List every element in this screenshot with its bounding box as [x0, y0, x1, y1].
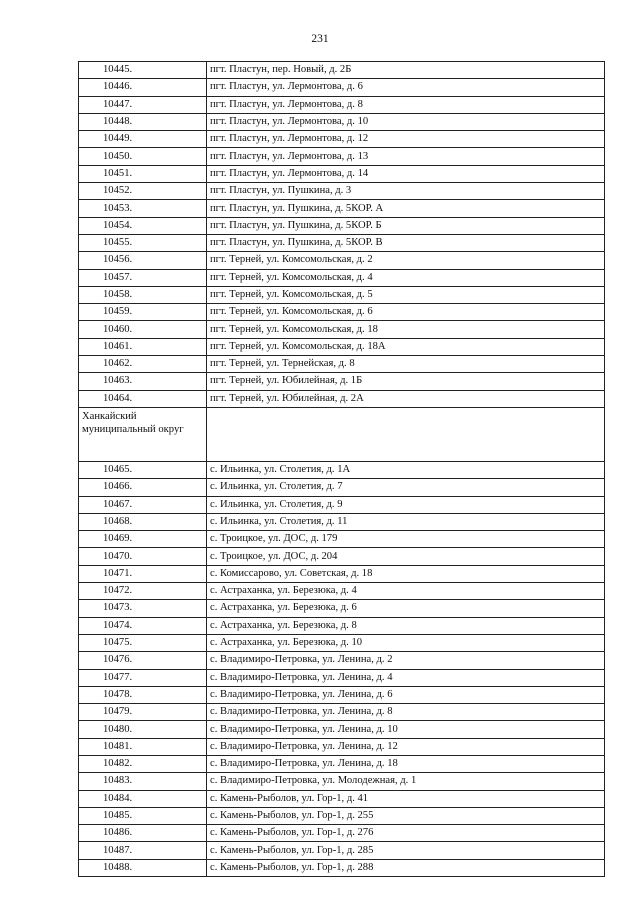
table-row: [79, 807, 605, 824]
row-address: пгт. Терней, ул. Комсомольская, д. 4: [207, 269, 605, 286]
row-number: 10456.: [79, 252, 207, 269]
row-address: пгт. Пластун, ул. Лермонтова, д. 6: [207, 79, 605, 96]
row-number: 10483.: [79, 773, 207, 790]
table-row: [79, 669, 605, 686]
row-number: 10463.: [79, 373, 207, 390]
row-address: с. Троицкое, ул. ДОС, д. 204: [207, 548, 605, 565]
table-row: [79, 79, 605, 96]
table-row: [79, 373, 605, 390]
row-number: 10470.: [79, 548, 207, 565]
row-address: с. Ильинка, ул. Столетия, д. 11: [207, 513, 605, 530]
section-empty-cell: [207, 407, 605, 461]
row-address: с. Астраханка, ул. Березюка, д. 8: [207, 617, 605, 634]
table-row: [79, 738, 605, 755]
row-address: пгт. Терней, ул. Тернейская, д. 8: [207, 356, 605, 373]
table-row: [79, 513, 605, 530]
row-address: с. Камень-Рыболов, ул. Гор-1, д. 276: [207, 825, 605, 842]
row-number: 10469.: [79, 531, 207, 548]
section-row: [79, 407, 605, 461]
row-number: 10471.: [79, 565, 207, 582]
row-address: с. Владимиро-Петровка, ул. Ленина, д. 2: [207, 652, 605, 669]
table-row: [79, 338, 605, 355]
row-address: с. Астраханка, ул. Березюка, д. 10: [207, 634, 605, 651]
table-row: [79, 148, 605, 165]
row-address: пгт. Пластун, ул. Лермонтова, д. 12: [207, 131, 605, 148]
row-address: пгт. Терней, ул. Комсомольская, д. 18А: [207, 338, 605, 355]
row-number: 10478.: [79, 686, 207, 703]
table-row: [79, 842, 605, 859]
row-address: с. Владимиро-Петровка, ул. Ленина, д. 12: [207, 738, 605, 755]
row-number: 10477.: [79, 669, 207, 686]
row-address: с. Камень-Рыболов, ул. Гор-1, д. 288: [207, 859, 605, 876]
address-table: [78, 61, 605, 877]
row-address: с. Владимиро-Петровка, ул. Ленина, д. 6: [207, 686, 605, 703]
table-row: [79, 461, 605, 478]
address-table-body: [79, 62, 605, 877]
row-number: 10452.: [79, 183, 207, 200]
row-number: 10480.: [79, 721, 207, 738]
row-address: пгт. Терней, ул. Юбилейная, д. 2А: [207, 390, 605, 407]
table-row: [79, 617, 605, 634]
row-address: пгт. Пластун, ул. Лермонтова, д. 14: [207, 165, 605, 182]
row-number: 10487.: [79, 842, 207, 859]
table-row: [79, 390, 605, 407]
row-number: 10454.: [79, 217, 207, 234]
row-address: пгт. Пластун, ул. Пушкина, д. 5КОР. А: [207, 200, 605, 217]
row-address: с. Владимиро-Петровка, ул. Ленина, д. 8: [207, 704, 605, 721]
table-row: [79, 790, 605, 807]
table-row: [79, 496, 605, 513]
row-number: 10449.: [79, 131, 207, 148]
table-row: [79, 565, 605, 582]
row-address: пгт. Терней, ул. Комсомольская, д. 5: [207, 286, 605, 303]
row-number: 10486.: [79, 825, 207, 842]
row-address: пгт. Пластун, ул. Лермонтова, д. 13: [207, 148, 605, 165]
row-number: 10485.: [79, 807, 207, 824]
table-row: [79, 183, 605, 200]
row-address: с. Владимиро-Петровка, ул. Ленина, д. 18: [207, 755, 605, 772]
row-number: 10448.: [79, 113, 207, 130]
table-row: [79, 600, 605, 617]
row-number: 10459.: [79, 304, 207, 321]
row-address: с. Ильинка, ул. Столетия, д. 9: [207, 496, 605, 513]
row-number: 10475.: [79, 634, 207, 651]
table-row: [79, 704, 605, 721]
row-number: 10464.: [79, 390, 207, 407]
row-number: 10458.: [79, 286, 207, 303]
row-address: с. Владимиро-Петровка, ул. Молодежная, д. 1: [207, 773, 605, 790]
row-number: 10461.: [79, 338, 207, 355]
row-address: с. Астраханка, ул. Березюка, д. 4: [207, 583, 605, 600]
table-row: [79, 96, 605, 113]
row-number: 10462.: [79, 356, 207, 373]
row-number: 10445.: [79, 62, 207, 79]
row-address: с. Владимиро-Петровка, ул. Ленина, д. 4: [207, 669, 605, 686]
row-address: с. Камень-Рыболов, ул. Гор-1, д. 285: [207, 842, 605, 859]
row-number: 10451.: [79, 165, 207, 182]
row-address: с. Камень-Рыболов, ул. Гор-1, д. 255: [207, 807, 605, 824]
table-row: [79, 269, 605, 286]
row-address: пгт. Пластун, ул. Пушкина, д. 5КОР. В: [207, 234, 605, 251]
row-number: 10455.: [79, 234, 207, 251]
row-address: с. Камень-Рыболов, ул. Гор-1, д. 41: [207, 790, 605, 807]
table-row: [79, 825, 605, 842]
row-number: 10472.: [79, 583, 207, 600]
row-number: 10479.: [79, 704, 207, 721]
row-address: пгт. Пластун, ул. Лермонтова, д. 10: [207, 113, 605, 130]
row-number: 10476.: [79, 652, 207, 669]
row-address: с. Ильинка, ул. Столетия, д. 1А: [207, 461, 605, 478]
row-number: 10473.: [79, 600, 207, 617]
row-number: 10468.: [79, 513, 207, 530]
table-row: [79, 548, 605, 565]
row-address: с. Троицкое, ул. ДОС, д. 179: [207, 531, 605, 548]
table-row: [79, 479, 605, 496]
row-number: 10446.: [79, 79, 207, 96]
row-number: 10466.: [79, 479, 207, 496]
row-address: пгт. Пластун, ул. Пушкина, д. 5КОР. Б: [207, 217, 605, 234]
table-row: [79, 131, 605, 148]
table-row: [79, 113, 605, 130]
row-number: 10488.: [79, 859, 207, 876]
row-address: пгт. Терней, ул. Юбилейная, д. 1Б: [207, 373, 605, 390]
row-address: пгт. Пластун, пер. Новый, д. 2Б: [207, 62, 605, 79]
row-number: 10474.: [79, 617, 207, 634]
table-row: [79, 634, 605, 651]
table-row: [79, 234, 605, 251]
row-number: 10447.: [79, 96, 207, 113]
table-row: [79, 773, 605, 790]
table-row: [79, 859, 605, 876]
row-number: 10482.: [79, 755, 207, 772]
row-number: 10465.: [79, 461, 207, 478]
table-row: [79, 217, 605, 234]
table-row: [79, 531, 605, 548]
row-address: пгт. Пластун, ул. Пушкина, д. 3: [207, 183, 605, 200]
table-row: [79, 304, 605, 321]
row-number: 10453.: [79, 200, 207, 217]
page-number: 231: [311, 33, 329, 45]
row-number: 10481.: [79, 738, 207, 755]
table-row: [79, 62, 605, 79]
row-address: с. Ильинка, ул. Столетия, д. 7: [207, 479, 605, 496]
row-number: 10467.: [79, 496, 207, 513]
table-row: [79, 165, 605, 182]
row-address: пгт. Терней, ул. Комсомольская, д. 2: [207, 252, 605, 269]
table-row: [79, 686, 605, 703]
table-row: [79, 200, 605, 217]
row-address: пгт. Пластун, ул. Лермонтова, д. 8: [207, 96, 605, 113]
table-row: [79, 652, 605, 669]
row-address: с. Комиссарово, ул. Советская, д. 18: [207, 565, 605, 582]
table-row: [79, 321, 605, 338]
row-number: 10484.: [79, 790, 207, 807]
row-number: 10450.: [79, 148, 207, 165]
row-number: 10457.: [79, 269, 207, 286]
table-row: [79, 286, 605, 303]
table-row: [79, 356, 605, 373]
row-number: 10460.: [79, 321, 207, 338]
row-address: с. Владимиро-Петровка, ул. Ленина, д. 10: [207, 721, 605, 738]
table-row: [79, 721, 605, 738]
table-row: [79, 755, 605, 772]
table-row: [79, 583, 605, 600]
section-name: Ханкайский муниципальный округ: [79, 407, 207, 461]
row-address: с. Астраханка, ул. Березюка, д. 6: [207, 600, 605, 617]
row-address: пгт. Терней, ул. Комсомольская, д. 6: [207, 304, 605, 321]
table-row: [79, 252, 605, 269]
row-address: пгт. Терней, ул. Комсомольская, д. 18: [207, 321, 605, 338]
